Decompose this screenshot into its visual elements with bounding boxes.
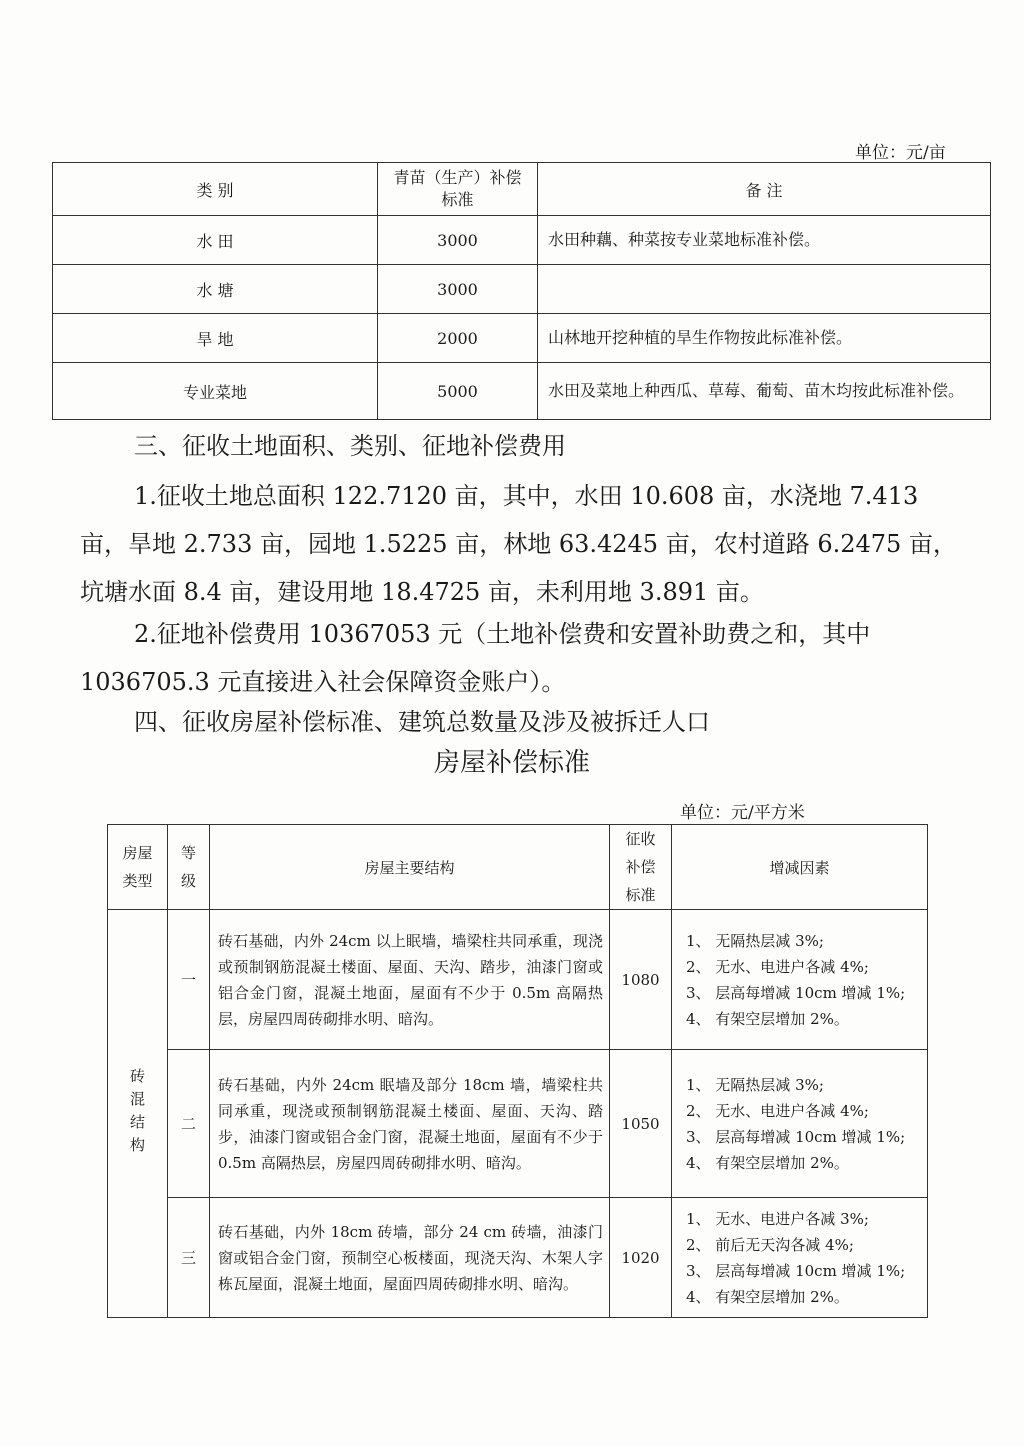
row-value: 3000 bbox=[378, 216, 538, 265]
row-category: 水 田 bbox=[53, 216, 378, 265]
section3-paragraph-2: 2.征地补偿费用 10367053 元（土地补偿费和安置补助费之和，其中 1036705.3 元直接进入社会保障资金账户）。 bbox=[80, 620, 871, 696]
factor-item: 1、 无水、电进户各减 3%; bbox=[686, 1209, 869, 1228]
row-value: 3000 bbox=[378, 265, 538, 314]
header-standard: 征收补偿标准 bbox=[610, 825, 672, 910]
row-note bbox=[538, 265, 991, 314]
factor-item: 4、 有架空层增加 2%。 bbox=[686, 1287, 849, 1306]
table-header-row bbox=[108, 825, 928, 910]
factor-item: 3、 层高每增减 10cm 增减 1%; bbox=[686, 983, 906, 1002]
factor-item: 4、 有架空层增加 2%。 bbox=[686, 1153, 849, 1172]
seedling-compensation-table bbox=[52, 162, 991, 420]
factor-item: 2、 无水、电进户各减 4%; bbox=[686, 1101, 869, 1120]
row-standard: 1020 bbox=[610, 1198, 672, 1318]
factor-item: 1、 无隔热层减 3%; bbox=[686, 931, 824, 950]
table-row bbox=[53, 363, 991, 420]
row-grade: 一 bbox=[168, 910, 210, 1050]
header-standard: 青苗（生产）补偿标准 bbox=[378, 163, 538, 216]
row-factors bbox=[672, 1050, 928, 1198]
table-row bbox=[108, 910, 928, 1050]
row-standard: 1050 bbox=[610, 1050, 672, 1198]
house-compensation-table bbox=[107, 824, 928, 1318]
section4-heading: 四、征收房屋补偿标准、建筑总数量及涉及被拆迁人口 bbox=[134, 708, 710, 736]
table2-title: 房屋补偿标准 bbox=[433, 748, 590, 778]
row-value: 2000 bbox=[378, 314, 538, 363]
row-note: 山林地开挖种植的旱生作物按此标准补偿。 bbox=[538, 314, 991, 363]
row-category: 专业菜地 bbox=[53, 363, 378, 420]
row-value: 5000 bbox=[378, 363, 538, 420]
header-factors: 增减因素 bbox=[672, 825, 928, 910]
header-structure: 房屋主要结构 bbox=[210, 825, 610, 910]
table-row bbox=[108, 1198, 928, 1318]
house-type-cell bbox=[108, 910, 168, 1318]
table-row bbox=[53, 265, 991, 314]
row-structure: 砖石基础，内外 18cm 砖墙，部分 24 cm 砖墙，油漆门窗或铝合金门窗，预制空心板楼面，现浇天沟、木架人字栋瓦屋面，混凝土地面，屋面四周砖砌排水明、暗沟。 bbox=[210, 1198, 610, 1318]
factor-item: 4、 有架空层增加 2%。 bbox=[686, 1009, 849, 1028]
house-type-label: 砖混结构 bbox=[128, 1067, 146, 1160]
row-category: 水 塘 bbox=[53, 265, 378, 314]
section3-paragraph-1: 1.征收土地总面积 122.7120 亩，其中，水田 10.608 亩，水浇地 7.413 亩，旱地 2.733 亩，园地 1.5225 亩，林地 63.4245 亩，农村道路 6.2475 亩，坑塘水面 8.4 亩，建设用地 18.4725 亩，未利用地 3.891 亩。 bbox=[80, 482, 957, 606]
header-category: 类 别 bbox=[53, 163, 378, 216]
factor-item: 2、 无水、电进户各减 4%; bbox=[686, 957, 869, 976]
row-grade: 二 bbox=[168, 1050, 210, 1198]
row-structure: 砖石基础，内外 24cm 眠墙及部分 18cm 墙，墙梁柱共同承重，现浇或预制钢筋混凝土楼面、屋面、天沟、踏步，油漆门窗或铝合金门窗，混凝土地面，屋面有不少于 0.5m 高隔热层，房屋四周砖砌排水明、暗沟。 bbox=[210, 1050, 610, 1198]
row-structure: 砖石基础，内外 24cm 以上眠墙，墙梁柱共同承重，现浇或预制钢筋混凝土楼面、屋面、天沟、踏步，油漆门窗或铝合金门窗，混凝土地面，屋面有不少于 0.5m 高隔热层，房屋四周砖砌排水明、暗沟。 bbox=[210, 910, 610, 1050]
table-row bbox=[108, 1050, 928, 1198]
header-house-type: 房屋类型 bbox=[108, 825, 168, 910]
table-header-row bbox=[53, 163, 991, 216]
row-factors bbox=[672, 1198, 928, 1318]
factor-item: 2、 前后无天沟各减 4%; bbox=[686, 1235, 854, 1254]
table1-unit: 单位：元/亩 bbox=[855, 143, 946, 163]
row-note: 水田种藕、种菜按专业菜地标准补偿。 bbox=[538, 216, 991, 265]
row-note: 水田及菜地上种西瓜、草莓、葡萄、苗木均按此标准补偿。 bbox=[538, 363, 991, 420]
header-note: 备 注 bbox=[538, 163, 991, 216]
row-standard: 1080 bbox=[610, 910, 672, 1050]
factor-item: 1、 无隔热层减 3%; bbox=[686, 1075, 824, 1094]
table-row bbox=[53, 216, 991, 265]
header-grade: 等级 bbox=[168, 825, 210, 910]
section3-heading: 三、征收土地面积、类别、征地补偿费用 bbox=[134, 432, 566, 460]
row-factors bbox=[672, 910, 928, 1050]
factor-item: 3、 层高每增减 10cm 增减 1%; bbox=[686, 1261, 906, 1280]
table2-unit: 单位：元/平方米 bbox=[680, 803, 805, 823]
row-category: 旱 地 bbox=[53, 314, 378, 363]
row-grade: 三 bbox=[168, 1198, 210, 1318]
factor-item: 3、 层高每增减 10cm 增减 1%; bbox=[686, 1127, 906, 1146]
table-row bbox=[53, 314, 991, 363]
